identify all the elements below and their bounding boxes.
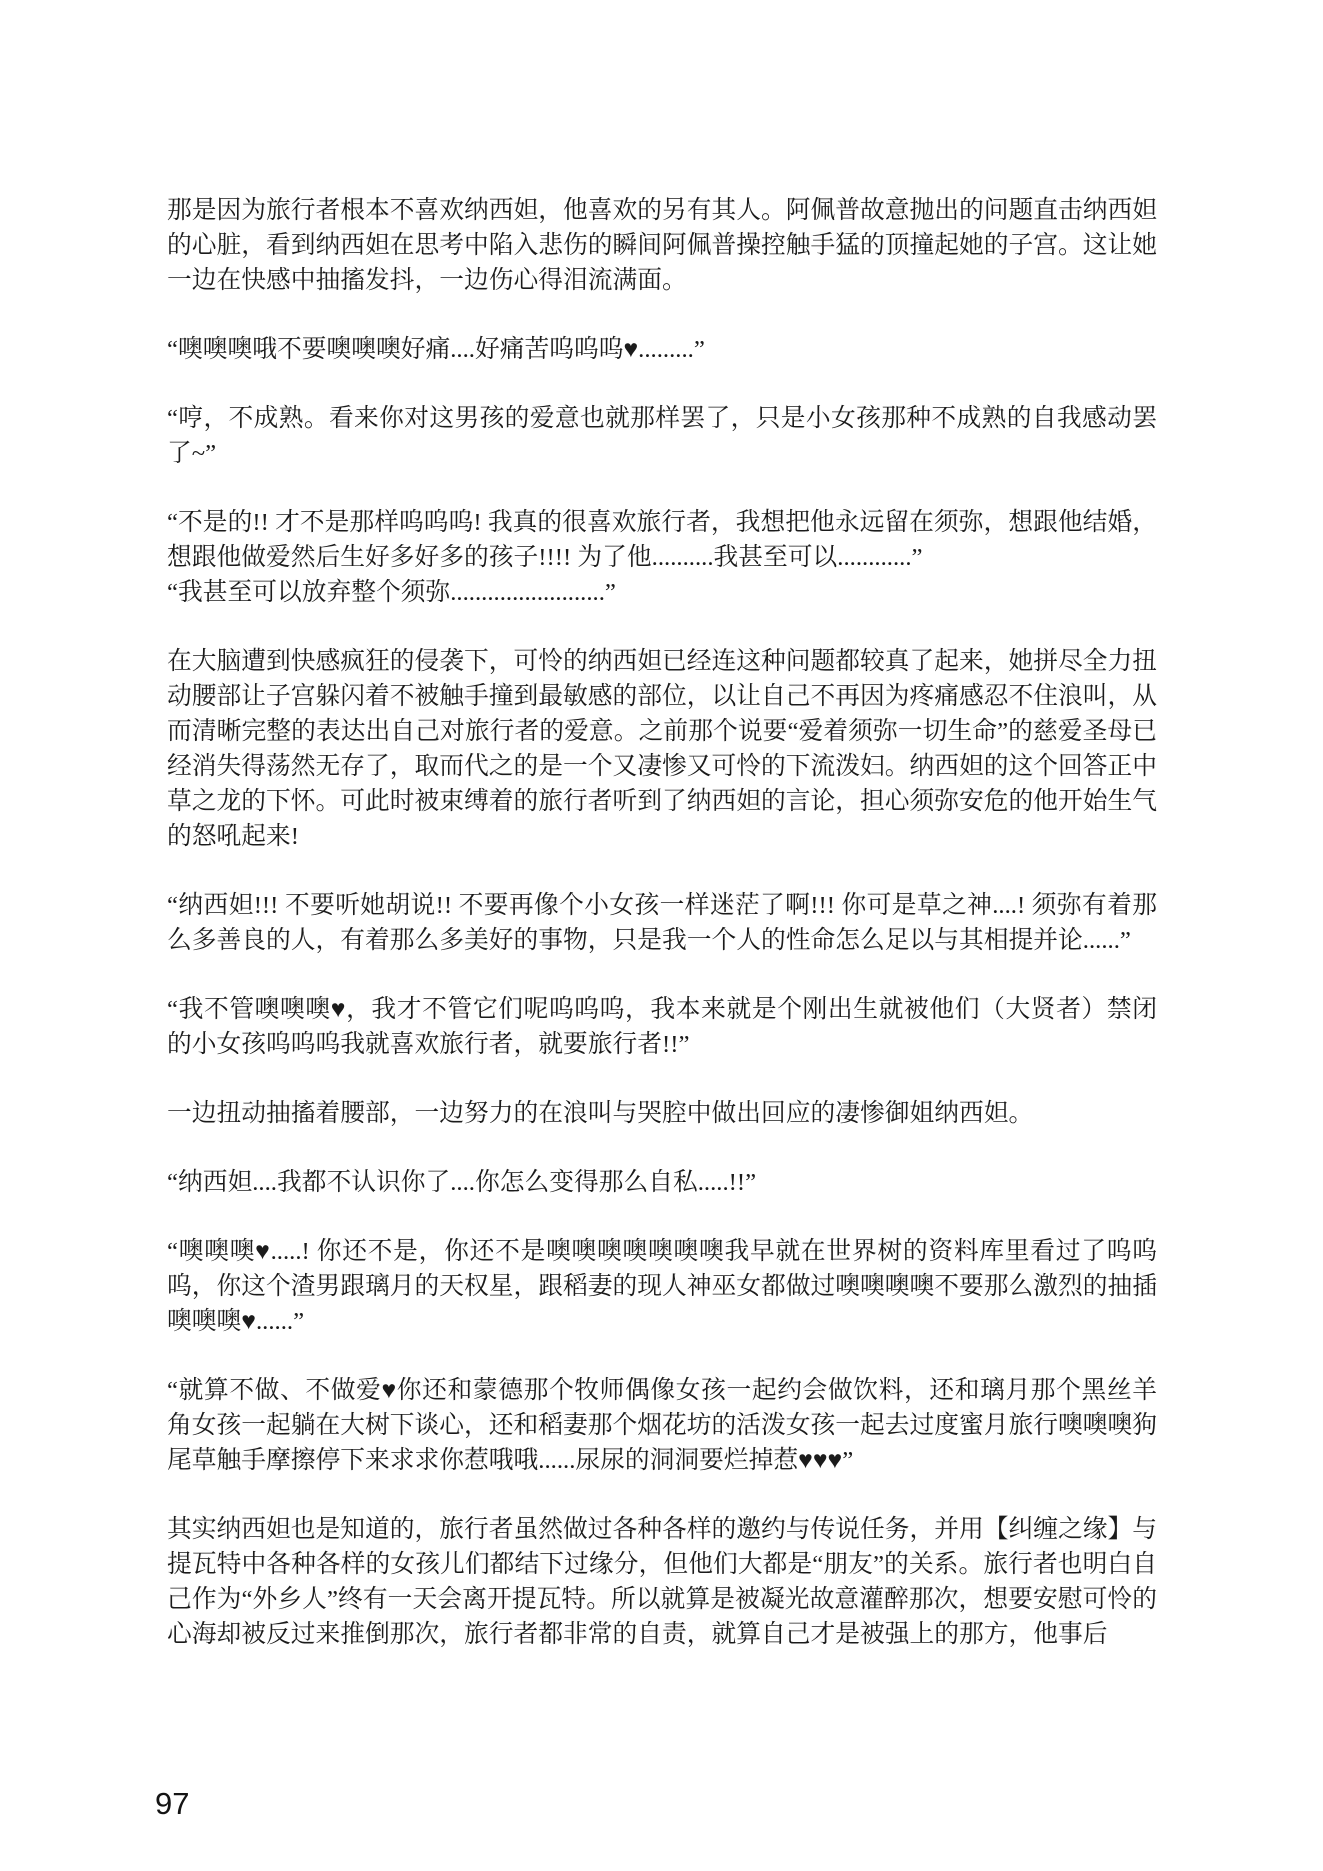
- paragraph-q3b-dialogue: “我甚至可以放弃整个须弥.........................”: [167, 579, 616, 606]
- paragraph-p2-narration: 在大脑遭到快感疯狂的侵袭下，可怜的纳西妲已经连这种问题都较真了起来，她拼尽全力扭动腰部让子宫躲闪着不被触手撞到最敏感的部位，以让自己不再因为疼痛感忍不住浪叫，从而清晰完整的表达出自己对旅行者的爱意。之前那个说要“爱着须弥一切生命”的慈爱圣母已经消失得荡然无存了，取而代之的是一个又凄惨又可怜的下流泼妇。纳西妲的这个回答正中草之龙的下怀。可此时被束缚着的旅行者听到了纳西妲的言论，担心须弥安危的他开始生气的怒吼起来!: [167, 648, 1157, 850]
- page-number: 97: [155, 1786, 190, 1821]
- paragraph-q2-dialogue: “哼，不成熟。看来你对这男孩的爱意也就那样罢了，只是小女孩那种不成熟的自我感动罢了~”: [167, 405, 1157, 467]
- paragraph-q7-dialogue: “噢噢噢♥.....! 你还不是，你还不是噢噢噢噢噢噢噢我早就在世界树的资料库里看过了呜呜呜，你这个渣男跟璃月的天权星，跟稻妻的现人神巫女都做过噢噢噢噢不要那么激烈的抽插噢噢噢♥......”: [167, 1238, 1157, 1335]
- paragraph-p1-narration: 那是因为旅行者根本不喜欢纳西妲，他喜欢的另有其人。阿佩普故意抛出的问题直击纳西妲的心脏，看到纳西妲在思考中陷入悲伤的瞬间阿佩普操控触手猛的顶撞起她的子宫。这让她一边在快感中抽搐发抖，一边伤心得泪流满面。: [167, 197, 1157, 294]
- paragraph-p3-narration: 一边扭动抽搐着腰部，一边努力的在浪叫与哭腔中做出回应的凄惨御姐纳西妲。: [167, 1100, 1034, 1127]
- paragraph-q6-dialogue: “纳西妲....我都不认识你了....你怎么变得那么自私.....!!”: [167, 1169, 757, 1196]
- paragraph-q4-dialogue: “纳西妲!!! 不要听她胡说!! 不要再像个小女孩一样迷茫了啊!!! 你可是草之神....! 须弥有着那么多善良的人，有着那么多美好的事物，只是我一个人的性命怎么足以与其相提并论......”: [167, 892, 1157, 954]
- page-content: [167, 193, 1157, 1686]
- paragraph-q8-dialogue: “就算不做、不做爱♥你还和蒙德那个牧师偶像女孩一起约会做饮料，还和璃月那个黑丝羊角女孩一起躺在大树下谈心，还和稻妻那个烟花坊的活泼女孩一起去过度蜜月旅行噢噢噢狗尾草触手摩擦停下来求求你惹哦哦......尿尿的洞洞要烂掉惹♥♥♥”: [167, 1377, 1157, 1474]
- paragraph-q3a-dialogue: “不是的!! 才不是那样呜呜呜! 我真的很喜欢旅行者，我想把他永远留在须弥，想跟他结婚，想跟他做爱然后生好多好多的孩子!!!! 为了他..........我甚至可以............”: [167, 509, 1157, 571]
- paragraph-p4-narration: 其实纳西妲也是知道的，旅行者虽然做过各种各样的邀约与传说任务，并用【纠缠之缘】与提瓦特中各种各样的女孩儿们都结下过缘分，但他们大都是“朋友”的关系。旅行者也明白自己作为“外乡人”终有一天会离开提瓦特。所以就算是被凝光故意灌醉那次，想要安慰可怜的心海却被反过来推倒那次，旅行者都非常的自责，就算自己才是被强上的那方，他事后: [167, 1516, 1157, 1648]
- paragraph-q1-dialogue: “噢噢噢哦不要噢噢噢好痛....好痛苦呜呜呜♥.........”: [167, 336, 705, 363]
- paragraph-q5-dialogue: “我不管噢噢噢♥，我才不管它们呢呜呜呜，我本来就是个刚出生就被他们（大贤者）禁闭的小女孩呜呜呜我就喜欢旅行者，就要旅行者!!”: [167, 996, 1157, 1058]
